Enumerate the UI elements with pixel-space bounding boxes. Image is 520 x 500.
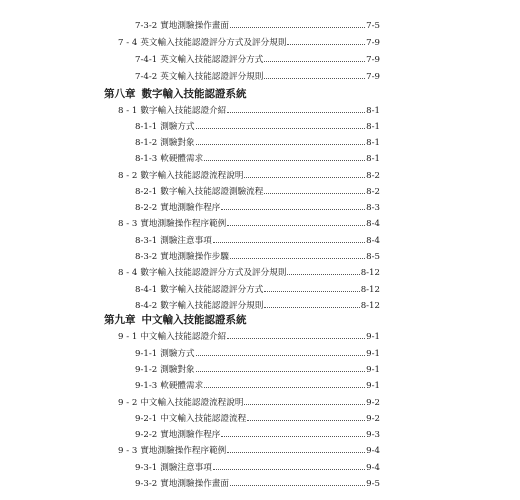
dot-leader bbox=[287, 274, 359, 275]
page-number: 9-1 bbox=[366, 381, 380, 391]
page-number: 8-2 bbox=[366, 187, 380, 197]
toc-subsection-entry[interactable] bbox=[135, 71, 380, 83]
toc-subsection-entry[interactable] bbox=[135, 20, 380, 32]
page-number: 7-9 bbox=[366, 55, 380, 65]
chapter-number: 第八章 bbox=[104, 88, 136, 100]
toc-subsection-entry[interactable] bbox=[135, 186, 380, 198]
section-title: 測驗對象 bbox=[160, 138, 195, 148]
dot-leader bbox=[264, 193, 365, 194]
section-title: 英文輸入技能認證評分規則 bbox=[160, 72, 264, 82]
dot-leader bbox=[244, 177, 365, 178]
dot-leader bbox=[227, 452, 365, 453]
dot-leader bbox=[230, 485, 365, 486]
section-title: 數字輸入技能認證流程說明 bbox=[140, 171, 244, 181]
toc-subsection-entry[interactable] bbox=[135, 251, 380, 263]
dot-leader bbox=[221, 436, 365, 437]
toc-section-entry[interactable] bbox=[118, 331, 380, 343]
toc-section-entry[interactable] bbox=[118, 170, 380, 182]
page-number: 8-1 bbox=[366, 138, 380, 148]
section-title: 實地測驗操作程序範例 bbox=[140, 219, 227, 229]
dot-leader bbox=[213, 469, 365, 470]
section-number: 8 - 3 bbox=[118, 219, 138, 229]
section-title: 中文輸入技能認證流程說明 bbox=[140, 398, 244, 408]
section-number: 7-4-2 bbox=[135, 72, 158, 82]
section-number: 7 - 4 bbox=[118, 38, 138, 48]
section-number: 8-1-3 bbox=[135, 154, 158, 164]
section-title: 實地測驗操作程序範例 bbox=[140, 446, 227, 456]
page-number: 9-5 bbox=[366, 479, 380, 489]
toc-section-entry[interactable] bbox=[118, 218, 380, 230]
page-number: 8-3 bbox=[366, 203, 380, 213]
page-number: 8-2 bbox=[366, 171, 380, 181]
dot-leader bbox=[204, 160, 365, 161]
toc-subsection-entry[interactable] bbox=[135, 54, 380, 66]
toc-subsection-entry[interactable] bbox=[135, 137, 380, 149]
page-number: 8-12 bbox=[360, 285, 380, 295]
dot-leader bbox=[227, 225, 365, 226]
section-number: 9-1-3 bbox=[135, 381, 158, 391]
section-title: 數字輸入技能認證評分方式 bbox=[160, 285, 264, 295]
section-title: 數字輸入技能認證評分方式及評分規則 bbox=[140, 268, 287, 278]
toc-subsection-entry[interactable] bbox=[135, 202, 380, 214]
page-number: 9-1 bbox=[366, 332, 380, 342]
page-number: 7-9 bbox=[366, 38, 380, 48]
section-title: 英文輸入技能認證評分方式及評分規則 bbox=[140, 38, 287, 48]
dot-leader bbox=[204, 387, 365, 388]
section-number: 8 - 1 bbox=[118, 106, 138, 116]
section-title: 實地測驗操作步驟 bbox=[160, 252, 229, 262]
toc-subsection-entry[interactable] bbox=[135, 121, 380, 133]
section-number: 8-2-2 bbox=[135, 203, 158, 213]
dot-leader bbox=[264, 291, 359, 292]
section-title: 數字輸入技能認證介紹 bbox=[140, 106, 227, 116]
section-title: 數字輸入技能認證測驗流程 bbox=[160, 187, 264, 197]
section-number: 9-1-2 bbox=[135, 365, 158, 375]
section-title: 測驗方式 bbox=[160, 122, 195, 132]
dot-leader bbox=[196, 128, 366, 129]
section-number: 8-1-2 bbox=[135, 138, 158, 148]
section-title: 測驗注意事項 bbox=[160, 463, 212, 473]
section-number: 8-3-2 bbox=[135, 252, 158, 262]
dot-leader bbox=[196, 355, 366, 356]
section-title: 實地測驗作程序 bbox=[160, 430, 221, 440]
page-number: 8-1 bbox=[366, 122, 380, 132]
dot-leader bbox=[227, 338, 365, 339]
page-number: 8-12 bbox=[360, 268, 380, 278]
toc-subsection-entry[interactable] bbox=[135, 413, 380, 425]
toc-subsection-entry[interactable] bbox=[135, 235, 380, 247]
toc-section-entry[interactable] bbox=[118, 267, 380, 279]
page-number: 9-2 bbox=[366, 398, 380, 408]
section-title: 數字輸入技能認證評分規則 bbox=[160, 301, 264, 311]
toc-subsection-entry[interactable] bbox=[135, 429, 380, 441]
section-number: 8-3-1 bbox=[135, 236, 158, 246]
section-title: 中文輸入技能認證流程 bbox=[160, 414, 247, 424]
page-number: 9-4 bbox=[366, 446, 380, 456]
section-title: 測驗對象 bbox=[160, 365, 195, 375]
toc-subsection-entry[interactable] bbox=[135, 380, 380, 392]
section-number: 9 - 3 bbox=[118, 446, 138, 456]
chapter-heading bbox=[104, 313, 247, 327]
toc-subsection-entry[interactable] bbox=[135, 364, 380, 376]
dot-leader bbox=[230, 27, 365, 28]
toc-subsection-entry[interactable] bbox=[135, 478, 380, 490]
toc-subsection-entry[interactable] bbox=[135, 300, 380, 312]
page-number: 9-1 bbox=[366, 365, 380, 375]
page-number: 7-5 bbox=[366, 21, 380, 31]
dot-leader bbox=[247, 420, 365, 421]
chapter-title: 數字輸入技能認證系統 bbox=[141, 88, 247, 100]
dot-leader bbox=[264, 307, 359, 308]
page-number: 8-4 bbox=[366, 236, 380, 246]
section-number: 8-1-1 bbox=[135, 122, 158, 132]
section-number: 8 - 2 bbox=[118, 171, 138, 181]
section-title: 英文輸入技能認證評分方式 bbox=[160, 55, 264, 65]
section-number: 9-3-2 bbox=[135, 479, 158, 489]
section-number: 7-4-1 bbox=[135, 55, 158, 65]
section-number: 9-1-1 bbox=[135, 349, 158, 359]
page-number: 8-5 bbox=[366, 252, 380, 262]
chapter-title: 中文輸入技能認證系統 bbox=[141, 314, 247, 326]
section-number: 7-3-2 bbox=[135, 21, 158, 31]
section-title: 實地測驗操作畫面 bbox=[160, 21, 229, 31]
dot-leader bbox=[221, 209, 365, 210]
toc-subsection-entry[interactable] bbox=[135, 153, 380, 165]
dot-leader bbox=[287, 44, 365, 45]
section-number: 8-4-2 bbox=[135, 301, 158, 311]
page-number: 9-1 bbox=[366, 349, 380, 359]
section-title: 軟硬體需求 bbox=[160, 154, 204, 164]
dot-leader bbox=[264, 78, 365, 79]
page-number: 9-4 bbox=[366, 463, 380, 473]
page-number: 8-1 bbox=[366, 154, 380, 164]
toc-subsection-entry[interactable] bbox=[135, 284, 380, 296]
page-number: 9-2 bbox=[366, 414, 380, 424]
section-number: 9-2-1 bbox=[135, 414, 158, 424]
chapter-heading bbox=[104, 87, 247, 101]
toc-subsection-entry[interactable] bbox=[135, 348, 380, 360]
dot-leader bbox=[264, 61, 365, 62]
section-number: 8-4-1 bbox=[135, 285, 158, 295]
toc-section-entry[interactable] bbox=[118, 105, 380, 117]
toc-section-entry[interactable] bbox=[118, 445, 380, 457]
section-number: 9-3-1 bbox=[135, 463, 158, 473]
dot-leader bbox=[230, 258, 365, 259]
page-number: 8-1 bbox=[366, 106, 380, 116]
section-title: 測驗方式 bbox=[160, 349, 195, 359]
dot-leader bbox=[213, 242, 365, 243]
toc-section-entry[interactable] bbox=[118, 37, 380, 49]
section-title: 實地測驗操作畫面 bbox=[160, 479, 229, 489]
dot-leader bbox=[196, 371, 366, 372]
chapter-number: 第九章 bbox=[104, 314, 136, 326]
dot-leader bbox=[196, 144, 366, 145]
dot-leader bbox=[227, 112, 365, 113]
section-title: 軟硬體需求 bbox=[160, 381, 204, 391]
page-number: 8-12 bbox=[360, 301, 380, 311]
section-title: 測驗注意事項 bbox=[160, 236, 212, 246]
section-number: 8 - 4 bbox=[118, 268, 138, 278]
section-number: 9 - 1 bbox=[118, 332, 138, 342]
page-number: 7-9 bbox=[366, 72, 380, 82]
section-title: 中文輸入技能認證介紹 bbox=[140, 332, 227, 342]
section-number: 9-2-2 bbox=[135, 430, 158, 440]
section-title: 實地測驗作程序 bbox=[160, 203, 221, 213]
page-number: 8-4 bbox=[366, 219, 380, 229]
page-number: 9-3 bbox=[366, 430, 380, 440]
toc-subsection-entry[interactable] bbox=[135, 462, 380, 474]
section-number: 8-2-1 bbox=[135, 187, 158, 197]
toc-section-entry[interactable] bbox=[118, 397, 380, 409]
section-number: 9 - 2 bbox=[118, 398, 138, 408]
dot-leader bbox=[244, 404, 365, 405]
